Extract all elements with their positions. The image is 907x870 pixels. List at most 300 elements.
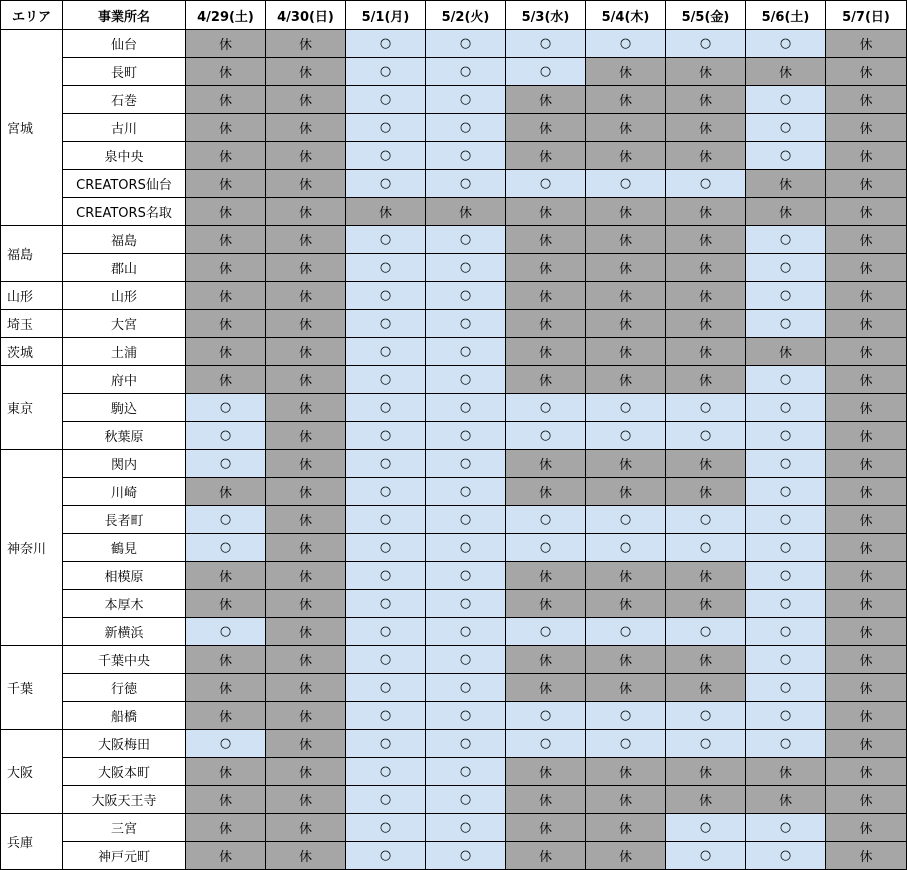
status-cell-closed: 休 bbox=[506, 674, 586, 702]
office-name-cell: 土浦 bbox=[63, 338, 186, 366]
header-date: 4/29(土) bbox=[186, 1, 266, 30]
status-cell-closed: 休 bbox=[186, 226, 266, 254]
status-cell-closed: 休 bbox=[266, 730, 346, 758]
office-name-cell: 鶴見 bbox=[63, 534, 186, 562]
status-cell-open: ○ bbox=[666, 394, 746, 422]
table-row bbox=[1, 58, 907, 86]
status-cell-open: ○ bbox=[346, 58, 426, 86]
status-cell-closed: 休 bbox=[826, 394, 907, 422]
office-name-cell: 相模原 bbox=[63, 562, 186, 590]
status-cell-open: ○ bbox=[346, 310, 426, 338]
status-cell-open: ○ bbox=[746, 478, 826, 506]
status-cell-open: ○ bbox=[586, 702, 666, 730]
status-cell-open: ○ bbox=[426, 226, 506, 254]
status-cell-closed: 休 bbox=[266, 702, 346, 730]
status-cell-open: ○ bbox=[746, 590, 826, 618]
status-cell-closed: 休 bbox=[826, 618, 907, 646]
status-cell-closed: 休 bbox=[746, 170, 826, 198]
status-cell-open: ○ bbox=[346, 366, 426, 394]
status-cell-open: ○ bbox=[746, 394, 826, 422]
office-name-cell: 駒込 bbox=[63, 394, 186, 422]
status-cell-closed: 休 bbox=[826, 786, 907, 814]
status-cell-open: ○ bbox=[426, 422, 506, 450]
status-cell-closed: 休 bbox=[666, 646, 746, 674]
office-name-cell: 三宮 bbox=[63, 814, 186, 842]
status-cell-open: ○ bbox=[346, 254, 426, 282]
status-cell-closed: 休 bbox=[506, 786, 586, 814]
office-name-cell: 千葉中央 bbox=[63, 646, 186, 674]
status-cell-closed: 休 bbox=[586, 758, 666, 786]
table-row bbox=[1, 758, 907, 786]
status-cell-closed: 休 bbox=[426, 198, 506, 226]
status-cell-open: ○ bbox=[346, 590, 426, 618]
status-cell-closed: 休 bbox=[506, 450, 586, 478]
status-cell-closed: 休 bbox=[666, 478, 746, 506]
status-cell-open: ○ bbox=[346, 786, 426, 814]
status-cell-closed: 休 bbox=[266, 170, 346, 198]
status-cell-open: ○ bbox=[426, 730, 506, 758]
status-cell-closed: 休 bbox=[266, 142, 346, 170]
status-cell-open: ○ bbox=[426, 590, 506, 618]
status-cell-open: ○ bbox=[346, 338, 426, 366]
header-date: 5/1(月) bbox=[346, 1, 426, 30]
status-cell-closed: 休 bbox=[666, 254, 746, 282]
area-cell: 千葉 bbox=[1, 646, 63, 730]
status-cell-open: ○ bbox=[346, 758, 426, 786]
status-cell-open: ○ bbox=[426, 366, 506, 394]
status-cell-closed: 休 bbox=[186, 338, 266, 366]
status-cell-closed: 休 bbox=[266, 422, 346, 450]
status-cell-closed: 休 bbox=[266, 674, 346, 702]
status-cell-open: ○ bbox=[666, 842, 746, 870]
status-cell-closed: 休 bbox=[666, 450, 746, 478]
status-cell-open: ○ bbox=[186, 730, 266, 758]
table-row bbox=[1, 562, 907, 590]
table-row bbox=[1, 170, 907, 198]
status-cell-closed: 休 bbox=[506, 590, 586, 618]
status-cell-closed: 休 bbox=[266, 758, 346, 786]
status-cell-closed: 休 bbox=[826, 674, 907, 702]
status-cell-closed: 休 bbox=[826, 506, 907, 534]
office-name-cell: 石巻 bbox=[63, 86, 186, 114]
status-cell-open: ○ bbox=[186, 450, 266, 478]
status-cell-closed: 休 bbox=[186, 366, 266, 394]
status-cell-closed: 休 bbox=[266, 786, 346, 814]
status-cell-open: ○ bbox=[346, 842, 426, 870]
header-date: 5/4(木) bbox=[586, 1, 666, 30]
status-cell-open: ○ bbox=[346, 478, 426, 506]
status-cell-closed: 休 bbox=[586, 450, 666, 478]
status-cell-open: ○ bbox=[666, 702, 746, 730]
status-cell-closed: 休 bbox=[586, 478, 666, 506]
status-cell-open: ○ bbox=[426, 254, 506, 282]
status-cell-closed: 休 bbox=[826, 450, 907, 478]
table-row bbox=[1, 30, 907, 58]
office-name-cell: 長者町 bbox=[63, 506, 186, 534]
status-cell-closed: 休 bbox=[826, 282, 907, 310]
status-cell-open: ○ bbox=[506, 58, 586, 86]
header-date: 5/5(金) bbox=[666, 1, 746, 30]
status-cell-open: ○ bbox=[426, 338, 506, 366]
status-cell-open: ○ bbox=[426, 674, 506, 702]
status-cell-open: ○ bbox=[506, 534, 586, 562]
table-row bbox=[1, 338, 907, 366]
header-date: 5/2(火) bbox=[426, 1, 506, 30]
status-cell-closed: 休 bbox=[586, 198, 666, 226]
office-name-cell: 大阪本町 bbox=[63, 758, 186, 786]
status-cell-open: ○ bbox=[346, 646, 426, 674]
office-name-cell: 福島 bbox=[63, 226, 186, 254]
status-cell-open: ○ bbox=[426, 646, 506, 674]
status-cell-open: ○ bbox=[346, 422, 426, 450]
status-cell-open: ○ bbox=[426, 534, 506, 562]
status-cell-closed: 休 bbox=[506, 282, 586, 310]
table-row bbox=[1, 674, 907, 702]
table-row bbox=[1, 86, 907, 114]
status-cell-closed: 休 bbox=[506, 814, 586, 842]
status-cell-closed: 休 bbox=[666, 58, 746, 86]
status-cell-closed: 休 bbox=[666, 114, 746, 142]
status-cell-closed: 休 bbox=[506, 142, 586, 170]
status-cell-closed: 休 bbox=[826, 338, 907, 366]
status-cell-open: ○ bbox=[346, 674, 426, 702]
status-cell-closed: 休 bbox=[586, 114, 666, 142]
status-cell-closed: 休 bbox=[826, 226, 907, 254]
status-cell-open: ○ bbox=[346, 702, 426, 730]
office-name-cell: 郡山 bbox=[63, 254, 186, 282]
status-cell-closed: 休 bbox=[266, 114, 346, 142]
status-cell-open: ○ bbox=[506, 422, 586, 450]
area-cell: 茨城 bbox=[1, 338, 63, 366]
status-cell-open: ○ bbox=[346, 562, 426, 590]
office-name-cell: 大阪梅田 bbox=[63, 730, 186, 758]
status-cell-closed: 休 bbox=[506, 338, 586, 366]
status-cell-open: ○ bbox=[586, 506, 666, 534]
office-name-cell: 関内 bbox=[63, 450, 186, 478]
status-cell-closed: 休 bbox=[186, 758, 266, 786]
status-cell-open: ○ bbox=[746, 30, 826, 58]
status-cell-closed: 休 bbox=[186, 170, 266, 198]
status-cell-open: ○ bbox=[586, 730, 666, 758]
status-cell-closed: 休 bbox=[666, 310, 746, 338]
status-cell-open: ○ bbox=[666, 814, 746, 842]
table-row bbox=[1, 786, 907, 814]
status-cell-closed: 休 bbox=[586, 58, 666, 86]
table-row bbox=[1, 394, 907, 422]
status-cell-closed: 休 bbox=[666, 142, 746, 170]
status-cell-open: ○ bbox=[746, 646, 826, 674]
status-cell-open: ○ bbox=[666, 30, 746, 58]
status-cell-open: ○ bbox=[586, 534, 666, 562]
status-cell-open: ○ bbox=[746, 814, 826, 842]
status-cell-closed: 休 bbox=[506, 758, 586, 786]
status-cell-closed: 休 bbox=[186, 674, 266, 702]
status-cell-open: ○ bbox=[426, 394, 506, 422]
status-cell-open: ○ bbox=[746, 702, 826, 730]
header-date: 5/6(土) bbox=[746, 1, 826, 30]
status-cell-closed: 休 bbox=[186, 142, 266, 170]
status-cell-closed: 休 bbox=[746, 338, 826, 366]
status-cell-closed: 休 bbox=[506, 114, 586, 142]
status-cell-closed: 休 bbox=[506, 198, 586, 226]
status-cell-closed: 休 bbox=[586, 338, 666, 366]
status-cell-open: ○ bbox=[666, 618, 746, 646]
status-cell-open: ○ bbox=[586, 618, 666, 646]
status-cell-open: ○ bbox=[186, 422, 266, 450]
status-cell-open: ○ bbox=[346, 142, 426, 170]
status-cell-open: ○ bbox=[426, 30, 506, 58]
status-cell-closed: 休 bbox=[586, 142, 666, 170]
status-cell-closed: 休 bbox=[186, 86, 266, 114]
table-row bbox=[1, 814, 907, 842]
status-cell-closed: 休 bbox=[826, 170, 907, 198]
status-cell-open: ○ bbox=[186, 506, 266, 534]
status-cell-closed: 休 bbox=[506, 366, 586, 394]
status-cell-open: ○ bbox=[586, 422, 666, 450]
status-cell-open: ○ bbox=[666, 534, 746, 562]
status-cell-open: ○ bbox=[746, 366, 826, 394]
status-cell-open: ○ bbox=[346, 618, 426, 646]
status-cell-closed: 休 bbox=[266, 338, 346, 366]
status-cell-closed: 休 bbox=[186, 198, 266, 226]
status-cell-closed: 休 bbox=[266, 30, 346, 58]
status-cell-open: ○ bbox=[346, 226, 426, 254]
status-cell-closed: 休 bbox=[826, 254, 907, 282]
status-cell-closed: 休 bbox=[266, 842, 346, 870]
status-cell-open: ○ bbox=[346, 30, 426, 58]
status-cell-closed: 休 bbox=[586, 674, 666, 702]
status-cell-open: ○ bbox=[426, 758, 506, 786]
status-cell-closed: 休 bbox=[826, 58, 907, 86]
status-cell-open: ○ bbox=[426, 86, 506, 114]
office-name-cell: 本厚木 bbox=[63, 590, 186, 618]
header-date: 5/7(日) bbox=[826, 1, 907, 30]
status-cell-closed: 休 bbox=[666, 226, 746, 254]
office-name-cell: 長町 bbox=[63, 58, 186, 86]
status-cell-closed: 休 bbox=[586, 226, 666, 254]
status-cell-open: ○ bbox=[746, 506, 826, 534]
status-cell-open: ○ bbox=[346, 282, 426, 310]
status-cell-closed: 休 bbox=[666, 198, 746, 226]
status-cell-open: ○ bbox=[426, 114, 506, 142]
area-cell: 埼玉 bbox=[1, 310, 63, 338]
table-row bbox=[1, 534, 907, 562]
status-cell-closed: 休 bbox=[586, 814, 666, 842]
status-cell-open: ○ bbox=[186, 394, 266, 422]
status-cell-closed: 休 bbox=[826, 758, 907, 786]
status-cell-open: ○ bbox=[746, 450, 826, 478]
table-row bbox=[1, 450, 907, 478]
status-cell-closed: 休 bbox=[186, 590, 266, 618]
status-cell-open: ○ bbox=[506, 170, 586, 198]
status-cell-closed: 休 bbox=[666, 590, 746, 618]
status-cell-closed: 休 bbox=[666, 366, 746, 394]
table-row bbox=[1, 282, 907, 310]
status-cell-open: ○ bbox=[666, 506, 746, 534]
status-cell-closed: 休 bbox=[586, 86, 666, 114]
status-cell-open: ○ bbox=[346, 170, 426, 198]
status-cell-closed: 休 bbox=[266, 450, 346, 478]
office-name-cell: CREATORS名取 bbox=[63, 198, 186, 226]
status-cell-closed: 休 bbox=[506, 310, 586, 338]
status-cell-open: ○ bbox=[426, 310, 506, 338]
status-cell-open: ○ bbox=[346, 86, 426, 114]
status-cell-open: ○ bbox=[426, 506, 506, 534]
table-row bbox=[1, 310, 907, 338]
office-name-cell: 古川 bbox=[63, 114, 186, 142]
status-cell-closed: 休 bbox=[186, 786, 266, 814]
table-row bbox=[1, 506, 907, 534]
status-cell-closed: 休 bbox=[266, 86, 346, 114]
office-name-cell: 川崎 bbox=[63, 478, 186, 506]
status-cell-open: ○ bbox=[746, 86, 826, 114]
status-cell-closed: 休 bbox=[266, 282, 346, 310]
office-name-cell: 行徳 bbox=[63, 674, 186, 702]
status-cell-open: ○ bbox=[186, 534, 266, 562]
status-cell-open: ○ bbox=[746, 422, 826, 450]
table-row bbox=[1, 590, 907, 618]
status-cell-closed: 休 bbox=[506, 226, 586, 254]
status-cell-open: ○ bbox=[746, 842, 826, 870]
status-cell-closed: 休 bbox=[746, 758, 826, 786]
status-cell-closed: 休 bbox=[266, 506, 346, 534]
status-cell-closed: 休 bbox=[266, 58, 346, 86]
status-cell-closed: 休 bbox=[666, 338, 746, 366]
status-cell-open: ○ bbox=[666, 170, 746, 198]
status-cell-closed: 休 bbox=[826, 30, 907, 58]
status-cell-open: ○ bbox=[506, 506, 586, 534]
table-row bbox=[1, 702, 907, 730]
status-cell-closed: 休 bbox=[266, 366, 346, 394]
status-cell-open: ○ bbox=[666, 422, 746, 450]
status-cell-closed: 休 bbox=[586, 310, 666, 338]
status-cell-open: ○ bbox=[746, 562, 826, 590]
status-cell-closed: 休 bbox=[826, 842, 907, 870]
status-cell-closed: 休 bbox=[266, 562, 346, 590]
area-cell: 福島 bbox=[1, 226, 63, 282]
table-row bbox=[1, 730, 907, 758]
area-cell: 兵庫 bbox=[1, 814, 63, 870]
status-cell-open: ○ bbox=[746, 142, 826, 170]
status-cell-closed: 休 bbox=[186, 814, 266, 842]
status-cell-closed: 休 bbox=[266, 310, 346, 338]
status-cell-open: ○ bbox=[506, 394, 586, 422]
status-cell-open: ○ bbox=[346, 814, 426, 842]
status-cell-open: ○ bbox=[426, 562, 506, 590]
status-cell-closed: 休 bbox=[506, 646, 586, 674]
status-cell-open: ○ bbox=[746, 310, 826, 338]
table-row bbox=[1, 226, 907, 254]
office-name-cell: 府中 bbox=[63, 366, 186, 394]
table-row bbox=[1, 366, 907, 394]
header-office: 事業所名 bbox=[63, 1, 186, 30]
status-cell-open: ○ bbox=[346, 394, 426, 422]
status-cell-open: ○ bbox=[746, 282, 826, 310]
status-cell-open: ○ bbox=[506, 702, 586, 730]
header-date: 4/30(日) bbox=[266, 1, 346, 30]
area-cell: 大阪 bbox=[1, 730, 63, 814]
status-cell-open: ○ bbox=[346, 506, 426, 534]
status-cell-open: ○ bbox=[746, 730, 826, 758]
status-cell-closed: 休 bbox=[506, 478, 586, 506]
status-cell-open: ○ bbox=[426, 478, 506, 506]
status-cell-open: ○ bbox=[426, 170, 506, 198]
status-cell-closed: 休 bbox=[826, 730, 907, 758]
status-cell-closed: 休 bbox=[746, 198, 826, 226]
office-name-cell: 新横浜 bbox=[63, 618, 186, 646]
status-cell-open: ○ bbox=[586, 170, 666, 198]
status-cell-closed: 休 bbox=[826, 86, 907, 114]
table-row bbox=[1, 114, 907, 142]
status-cell-closed: 休 bbox=[186, 646, 266, 674]
status-cell-closed: 休 bbox=[586, 786, 666, 814]
area-cell: 東京 bbox=[1, 366, 63, 450]
status-cell-closed: 休 bbox=[586, 646, 666, 674]
status-cell-closed: 休 bbox=[826, 702, 907, 730]
status-cell-open: ○ bbox=[506, 618, 586, 646]
status-cell-open: ○ bbox=[346, 730, 426, 758]
status-cell-closed: 休 bbox=[666, 758, 746, 786]
header-area: エリア bbox=[1, 1, 63, 30]
table-row bbox=[1, 142, 907, 170]
status-cell-closed: 休 bbox=[666, 674, 746, 702]
status-cell-closed: 休 bbox=[586, 590, 666, 618]
table-row bbox=[1, 842, 907, 870]
office-name-cell: CREATORS仙台 bbox=[63, 170, 186, 198]
status-cell-open: ○ bbox=[426, 58, 506, 86]
status-cell-closed: 休 bbox=[826, 814, 907, 842]
area-cell: 宮城 bbox=[1, 30, 63, 226]
table-row bbox=[1, 254, 907, 282]
status-cell-closed: 休 bbox=[266, 394, 346, 422]
status-cell-closed: 休 bbox=[826, 590, 907, 618]
status-cell-closed: 休 bbox=[826, 478, 907, 506]
table-row bbox=[1, 646, 907, 674]
status-cell-open: ○ bbox=[746, 254, 826, 282]
table-row bbox=[1, 478, 907, 506]
table-row bbox=[1, 198, 907, 226]
office-name-cell: 仙台 bbox=[63, 30, 186, 58]
status-cell-open: ○ bbox=[586, 30, 666, 58]
status-cell-open: ○ bbox=[426, 814, 506, 842]
status-cell-closed: 休 bbox=[826, 422, 907, 450]
status-cell-open: ○ bbox=[746, 534, 826, 562]
office-name-cell: 神戸元町 bbox=[63, 842, 186, 870]
status-cell-closed: 休 bbox=[266, 618, 346, 646]
status-cell-closed: 休 bbox=[746, 58, 826, 86]
status-cell-closed: 休 bbox=[826, 198, 907, 226]
status-cell-closed: 休 bbox=[186, 30, 266, 58]
status-cell-closed: 休 bbox=[666, 562, 746, 590]
table-row bbox=[1, 422, 907, 450]
area-cell: 山形 bbox=[1, 282, 63, 310]
status-cell-open: ○ bbox=[746, 674, 826, 702]
status-cell-closed: 休 bbox=[266, 534, 346, 562]
status-cell-open: ○ bbox=[426, 618, 506, 646]
status-cell-open: ○ bbox=[426, 702, 506, 730]
status-cell-closed: 休 bbox=[666, 786, 746, 814]
status-cell-closed: 休 bbox=[186, 478, 266, 506]
status-cell-closed: 休 bbox=[266, 254, 346, 282]
office-name-cell: 山形 bbox=[63, 282, 186, 310]
status-cell-open: ○ bbox=[586, 394, 666, 422]
status-cell-closed: 休 bbox=[186, 702, 266, 730]
status-cell-open: ○ bbox=[426, 450, 506, 478]
status-cell-closed: 休 bbox=[586, 254, 666, 282]
status-cell-open: ○ bbox=[426, 786, 506, 814]
status-cell-closed: 休 bbox=[746, 786, 826, 814]
office-name-cell: 船橋 bbox=[63, 702, 186, 730]
